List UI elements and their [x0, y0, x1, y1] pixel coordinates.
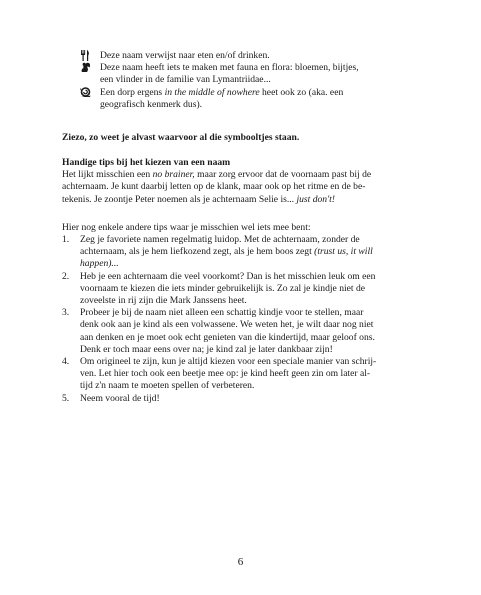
list-text-line: Probeer je bij de naam niet alleen een schattig kindje voor te stellen, maar: [80, 307, 364, 319]
list-item: [62, 271, 418, 308]
cutlery-icon: [80, 50, 94, 62]
list-item: [62, 307, 418, 356]
list-text-line: Om origineel te zijn, kun je altijd kiezen voor een speciale manier van schrij-: [80, 356, 377, 368]
list-number: 1.: [62, 234, 70, 245]
list-text-line: Neem vooral de tijd!: [80, 392, 160, 404]
symbol-item-place: [80, 87, 420, 111]
list-text-line: Denk er toch maar eens over na; je kind zal je later dankbaar zijn!: [80, 343, 333, 355]
tips-emphasis: just don't!: [296, 193, 335, 205]
tips-text-line: achternaam. Je kunt daarbij letten op de klank, maar ook op het ritme en de be-: [62, 181, 366, 193]
symbol-text-line: geografisch kenmerk dus).: [100, 98, 203, 110]
list-text-line: ven. Let hier toch ook een beetje mee op: je kind heeft geen zin om later al-: [80, 368, 371, 380]
list-number: 2.: [62, 270, 70, 282]
symbol-text: Een dorp ergens: [100, 86, 165, 98]
symbol-text: heet ook zo (aka. een: [259, 86, 344, 98]
symbol-item-food: [80, 50, 420, 62]
list-item: [62, 234, 418, 271]
list-number: 5.: [62, 392, 70, 404]
list-item: [62, 393, 418, 405]
tips-section: [62, 157, 418, 206]
list-text-line: Heb je een achternaam die veel voorkomt? Dan is het misschien leuk om een: [80, 270, 376, 282]
list-text-line: zoveelste in rij zijn die Mark Janssens heet.: [80, 295, 247, 307]
list-text-line: tijd z'n naam te moeten spellen of verbeteren.: [80, 380, 255, 392]
symbol-item-nature: [80, 62, 420, 86]
symbol-text-emphasis: in the middle of nowhere: [164, 86, 260, 98]
tips-list: [62, 234, 418, 405]
list-text-line: Zeg je favoriete namen regelmatig luidop. Met de achternaam, zonder de: [80, 234, 360, 245]
tips-text: Het lijkt misschien een: [62, 169, 153, 181]
list-text-line: voornaam te kiezen die iets minder gebruikelijk is. Zo zal je kindje niet de: [80, 282, 366, 294]
list-emphasis: (trust us, it will: [314, 246, 373, 258]
list-item: [62, 356, 418, 393]
page-number: 6: [237, 556, 244, 568]
snail-icon: [80, 87, 94, 99]
list-number: 4.: [62, 356, 70, 368]
symbol-text-line: een vlinder in de familie van Lymantriidae...: [100, 74, 271, 86]
symbol-legend: [80, 50, 420, 111]
more-tips-intro: Hier nog enkele andere tips waar je misschien wel iets mee bent:: [62, 222, 311, 233]
tips-emphasis: no brainer,: [152, 169, 195, 181]
list-emphasis: happen)...: [80, 258, 119, 270]
list-number: 3.: [62, 307, 70, 319]
tips-heading: Handige tips bij het kiezen van een naam: [62, 157, 231, 168]
summary-line: Ziezo, zo weet je alvast waarvoor al die symbooltjes staan.: [62, 132, 300, 143]
tips-text: maar zorg ervoor dat de voornaam past bij de: [194, 169, 372, 181]
symbol-text: Deze naam verwijst naar eten en/of drinken.: [100, 50, 270, 61]
tips-text: tekenis. Je zoontje Peter noemen als je achternaam Selie is...: [62, 193, 297, 205]
list-text-line: aan denken en je moet ook echt genieten van die kindertijd, maar geloof ons.: [80, 331, 375, 343]
list-text-line: denk ook aan je kind als een volwassene. We weten het, je wilt daar nog niet: [80, 319, 374, 331]
squirrel-icon: [80, 62, 94, 74]
list-text: achternaam, als je hem liefkozend zegt, als je hem boos zegt: [80, 246, 315, 258]
symbol-text-line: Deze naam heeft iets te maken met fauna en flora: bloemen, bijtjes,: [100, 62, 359, 74]
